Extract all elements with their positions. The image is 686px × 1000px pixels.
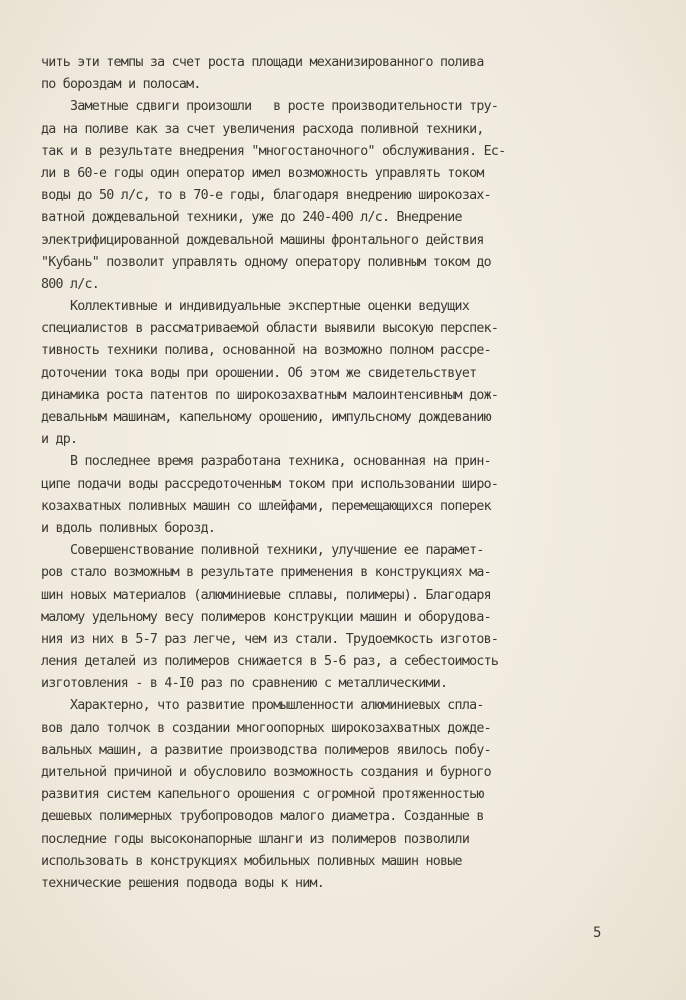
text-line: девальным машинам, капельному орошению, импульсному дождеванию	[41, 410, 491, 425]
text-line: шин новых материалов (алюминиевые сплавы, полимеры). Благодаря	[41, 587, 491, 603]
text-line: Совершенствование поливной техники, улучшение ее парамет-	[41, 543, 484, 559]
text-line: ципе подачи воды рассредоточенным током при использовании широ-	[41, 476, 499, 492]
text-line: электрифицированной дождевальной машины фронтального действия	[41, 232, 484, 248]
text-line: 800 л/с.	[41, 276, 100, 292]
text-line: по бороздам и полосам.	[41, 77, 201, 93]
text-line: вов дало толчок в создании многоопорных широкозахватных дожде-	[41, 720, 491, 736]
page-number: 5	[593, 925, 602, 941]
document-body	[41, 52, 601, 895]
text-line: дительной причиной и обусловило возможность создания и бурного	[41, 765, 491, 780]
text-line: и вдоль поливных борозд.	[41, 520, 216, 536]
text-line: ватной дождевальной техники, уже до 240-400 л/с. Внедрение	[41, 210, 462, 226]
text-line: тивность техники полива, основанной на возможно полном рассре-	[41, 343, 491, 359]
text-line: технические решения подвода воды к ним.	[41, 875, 324, 891]
text-line: и др.	[41, 432, 78, 448]
text-line: ров стало возможным в результате применения в конструкциях ма-	[41, 565, 491, 581]
text-line: Коллективные и индивидуальные экспертные оценки ведущих	[41, 299, 470, 315]
text-line: Заметные сдвиги произошли в росте производительности тру-	[41, 99, 499, 115]
text-line: доточении тока воды при орошении. Об этом же свидетельствует	[41, 365, 477, 381]
text-line: козахватных поливных машин со шлейфами, перемещающихся поперек	[41, 498, 491, 514]
text-line: "Кубань" позволит управлять одному оператору поливным током до	[41, 254, 491, 270]
text-line: да на поливе как за счет увеличения расхода поливной техники,	[41, 121, 484, 137]
text-line: специалистов в рассматриваемой области выявили высокую перспек-	[41, 321, 499, 337]
text-line: ния из них в 5-7 раз легче, чем из стали. Трудоемкость изготов-	[41, 631, 499, 647]
text-line: последние годы высоконапорные шланги из полимеров позволили	[41, 831, 470, 847]
text-line: ли в 60-е годы один оператор имел возможность управлять током	[41, 165, 484, 181]
text-line: В последнее время разработана техника, основанная на прин-	[41, 454, 491, 470]
text-line: использовать в конструкциях мобильных поливных машин новые	[41, 853, 462, 869]
text-line: вальных машин, а развитие производства полимеров явилось побу-	[41, 742, 491, 758]
text-line: Характерно, что развитие промышленности алюминиевых спла-	[41, 698, 484, 714]
text-line: воды до 50 л/с, то в 70-е годы, благодаря внедрению широкозах-	[41, 188, 491, 204]
text-line: развития систем капельного орошения с огромной протяженностью	[41, 787, 484, 803]
text-line: динамика роста патентов по широкозахватным малоинтенсивным дож-	[41, 387, 499, 403]
text-line: так и в результате внедрения "многостаночного" обслуживания. Ес-	[41, 143, 506, 159]
text-line: дешевых полимерных трубопроводов малого диаметра. Созданные в	[41, 809, 484, 825]
text-line: малому удельному весу полимеров конструкции машин и оборудова-	[41, 609, 491, 625]
text-line: чить эти темпы за счет роста площади механизированного полива	[41, 55, 484, 70]
text-line: изготовления - в 4-I0 раз по сравнению с металлическими.	[41, 676, 448, 692]
text-line: ления деталей из полимеров снижается в 5-6 раз, а себестоимость	[41, 654, 499, 670]
